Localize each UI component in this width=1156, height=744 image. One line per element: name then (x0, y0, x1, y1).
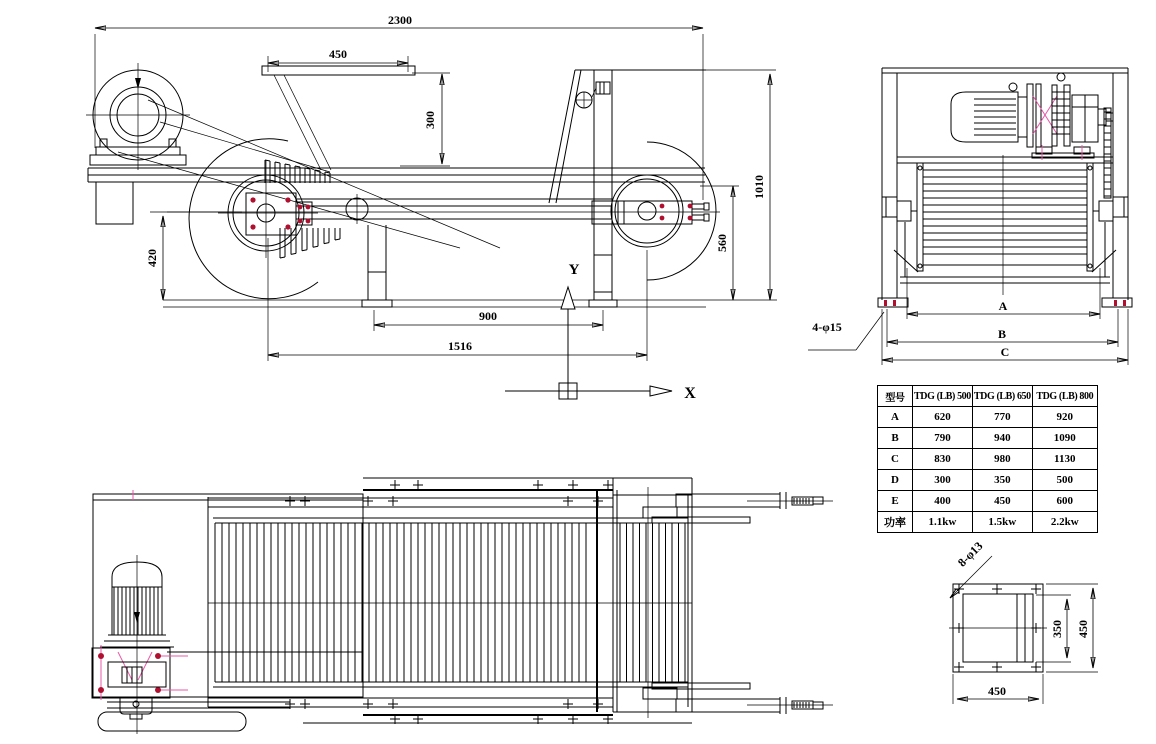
cell-c-500: 830 (913, 449, 973, 470)
row-label-a: A (878, 407, 913, 428)
cell-power-500: 1.1kw (913, 512, 973, 533)
drum-stripes (923, 177, 1087, 254)
table-row (878, 449, 1098, 470)
table-row (878, 470, 1098, 491)
col-header-tdg650: TDG (LB) 650 (972, 386, 1032, 407)
motor-eyebolt-icon (1009, 83, 1017, 91)
model-spec-table (877, 385, 1098, 533)
x-axis-arrow (650, 386, 672, 396)
dim-label-b: B (997, 327, 1007, 341)
cell-e-800: 600 (1032, 491, 1097, 512)
cell-b-650: 940 (972, 428, 1032, 449)
table-row (878, 512, 1098, 533)
table-row (878, 407, 1098, 428)
dim-feed-height: 300 (423, 111, 437, 129)
cell-c-650: 980 (972, 449, 1032, 470)
dim-label-a: A (998, 299, 1008, 313)
dim-total-height: 1010 (752, 175, 766, 199)
col-header-tdg500: TDG (LB) 500 (913, 386, 973, 407)
table-row (878, 428, 1098, 449)
dim-feed-width: 450 (329, 47, 347, 61)
dim-support-span: 900 (479, 309, 497, 323)
dim-overall-length: 2300 (388, 13, 412, 27)
dim-pulley-span: 1516 (448, 339, 472, 353)
dim-drum-to-base: 420 (145, 249, 159, 267)
table-row (878, 491, 1098, 512)
cell-d-800: 500 (1032, 470, 1097, 491)
cell-d-500: 300 (913, 470, 973, 491)
side-elevation-view (86, 13, 777, 402)
dim-label-c: C (1000, 345, 1010, 359)
dim-discharge-height: 560 (715, 234, 729, 252)
pulley-grooves (1052, 92, 1070, 134)
col-header-model: 型号 (878, 386, 913, 407)
plan-view (92, 478, 833, 734)
cell-power-800: 2.2kw (1032, 512, 1097, 533)
cell-e-500: 400 (913, 491, 973, 512)
row-label-e: E (878, 491, 913, 512)
flange-detail-view (949, 539, 1098, 704)
takeup-screw-threads (794, 498, 809, 708)
col-header-tdg800: TDG (LB) 800 (1032, 386, 1097, 407)
table-header-row (878, 386, 1098, 407)
cell-a-800: 920 (1032, 407, 1097, 428)
row-label-power: 功率 (878, 512, 913, 533)
cell-a-500: 620 (913, 407, 973, 428)
cell-b-800: 1090 (1032, 428, 1097, 449)
y-axis-label: Y (568, 262, 580, 278)
row-label-b: B (878, 428, 913, 449)
belt-cleats-plan (215, 523, 685, 682)
cell-d-650: 350 (972, 470, 1032, 491)
cell-b-500: 790 (913, 428, 973, 449)
x-axis-label: X (684, 385, 696, 402)
holes-note-8xd13: 8-φ13 (954, 538, 986, 570)
cell-a-650: 770 (972, 407, 1032, 428)
dim-flange-outer-width: 450 (988, 684, 1006, 698)
row-label-c: C (878, 449, 913, 470)
y-axis-arrow (561, 287, 575, 309)
end-view (808, 68, 1132, 365)
row-label-d: D (878, 470, 913, 491)
motor-fins (974, 99, 1016, 135)
ucs-axis-icon (505, 262, 696, 402)
cell-power-650: 1.5kw (972, 512, 1032, 533)
holes-note-4xd15: 4-φ15 (812, 320, 842, 334)
cell-c-800: 1130 (1032, 449, 1097, 470)
dim-flange-outer-height: 450 (1076, 620, 1090, 638)
cell-e-650: 450 (972, 491, 1032, 512)
dim-flange-inner-height: 350 (1050, 620, 1064, 638)
